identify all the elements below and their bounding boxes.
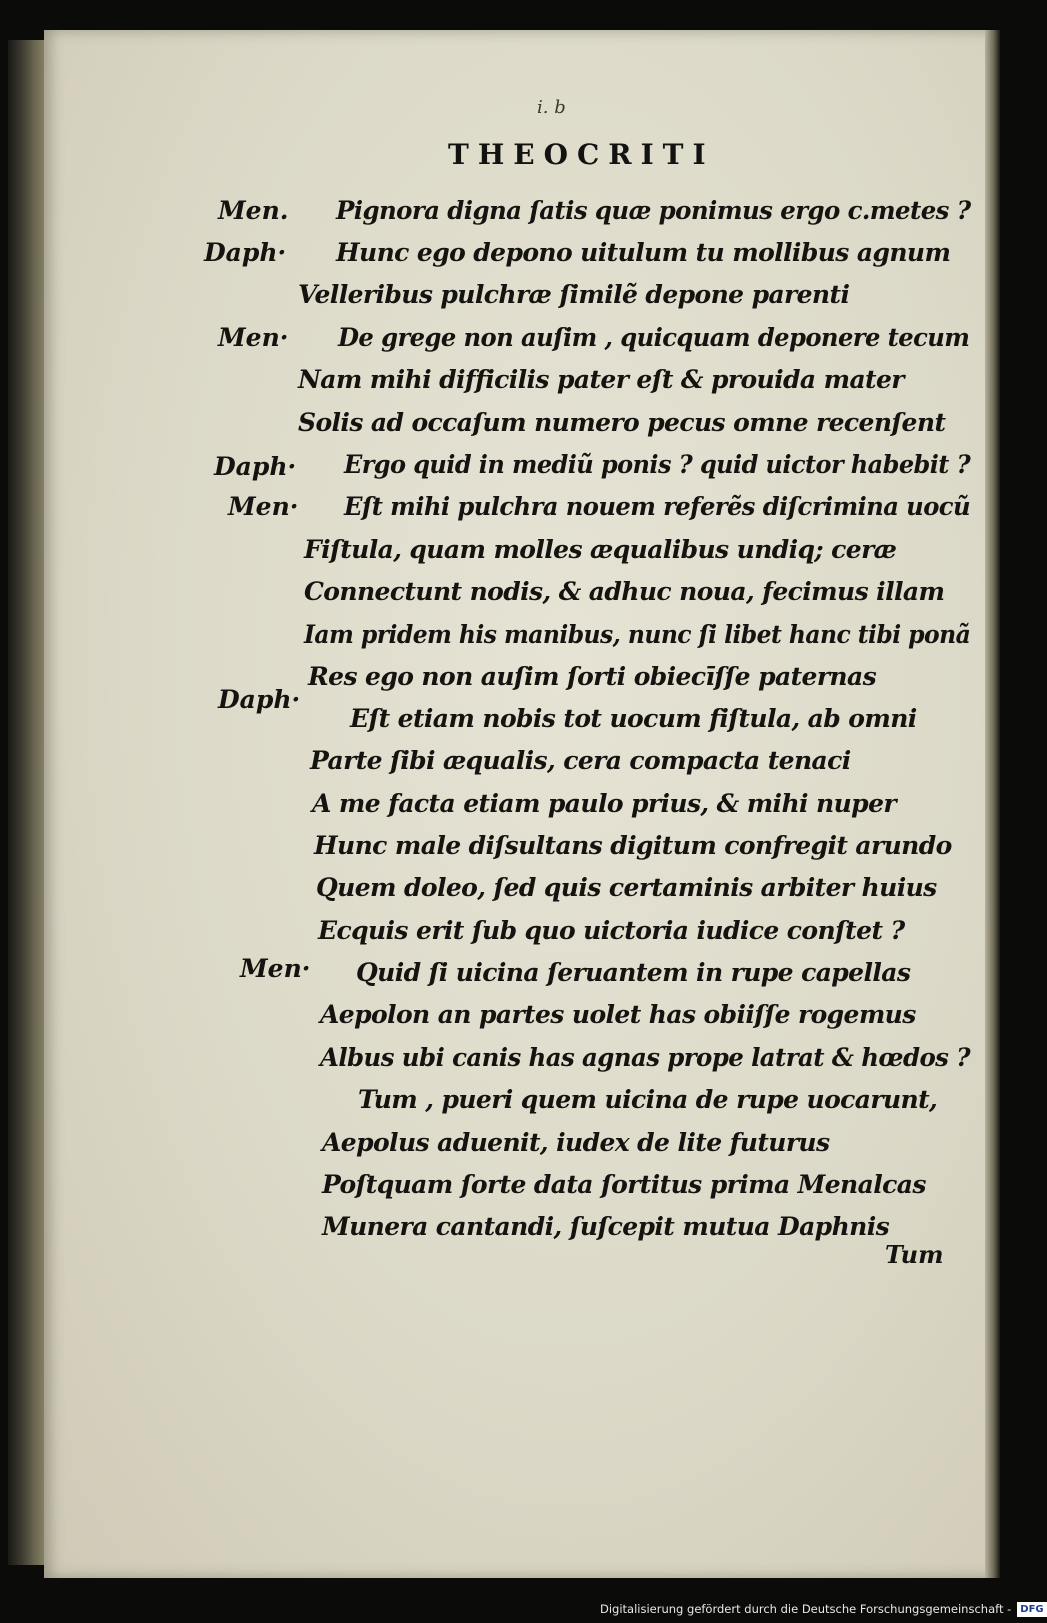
- running-head: THEOCRITI: [448, 138, 715, 171]
- speaker-label: Men·: [218, 323, 289, 352]
- verse-line: Aepolon an partes uolet has obiiſſe rogemus: [320, 1000, 916, 1029]
- verse-line: Munera cantandi, ſuſcepit mutua Daphnis: [322, 1212, 890, 1241]
- verse-line: A me facta etiam paulo prius, & mihi nuper: [312, 789, 896, 818]
- speaker-label: Daph·: [214, 452, 297, 481]
- verse-line: Ecquis erit ſub quo uictoria iudice conſtet ?: [318, 916, 905, 945]
- digitization-credit: [600, 1599, 1044, 1619]
- verse-line: Solis ad occaſum numero pecus omne recenſent: [298, 408, 946, 437]
- verse-line: Hunc male diſsultans digitum confregit arundo: [314, 831, 952, 860]
- book-spine: [8, 40, 46, 1565]
- verse-line: Quem doleo, ſed quis certaminis arbiter huius: [316, 873, 937, 902]
- speaker-label: Men·: [228, 492, 299, 521]
- verse-line: Poſtquam ſorte data ſortitus prima Menalcas: [322, 1170, 926, 1199]
- verse-line: De grege non auſim , quicquam deponere tecum: [338, 323, 970, 352]
- catchword: Tum: [885, 1240, 944, 1269]
- speaker-label: Daph·: [218, 685, 301, 714]
- verse-line: Fiſtula, quam molles æqualibus undiq; ceræ: [304, 535, 897, 564]
- verse-line: Eſt etiam nobis tot uocum fiſtula, ab omni: [350, 704, 917, 733]
- folio-mark: i. b: [537, 97, 566, 118]
- speaker-label: Men.: [218, 196, 289, 225]
- verse-line: Parte ſibi æqualis, cera compacta tenaci: [310, 746, 851, 775]
- speaker-label: Daph·: [204, 238, 287, 267]
- verse-line: Iam pridem his manibus, nunc ſi libet hanc tibi ponã: [304, 620, 971, 649]
- credit-text: Digitalisierung gefördert durch die Deutsche Forschungsgemeinschaft -: [600, 1602, 1012, 1616]
- page-edge-shadow: [985, 30, 1000, 1578]
- verse-line: Ergo quid in mediũ ponis ? quid uictor habebit ?: [344, 450, 971, 479]
- verse-line: Eſt mihi pulchra nouem referẽs diſcrimina uocũ: [344, 492, 970, 521]
- verse-line: Aepolus aduenit, iudex de lite futurus: [322, 1128, 830, 1157]
- verse-line: Albus ubi canis has agnas prope latrat & hœdos ?: [320, 1043, 970, 1072]
- verse-line: Pignora digna ſatis quæ ponimus ergo c.metes ?: [336, 196, 971, 225]
- verse-line: Hunc ego depono uitulum tu mollibus agnum: [336, 238, 951, 267]
- verse-line: Tum , pueri quem uicina de rupe uocarunt,: [358, 1085, 938, 1114]
- verse-line: Velleribus pulchræ ſimilẽ depone parenti: [298, 280, 850, 309]
- verse-line: Nam mihi difficilis pater eſt & prouida mater: [298, 365, 904, 394]
- dfg-logo: DFG: [1017, 1602, 1046, 1617]
- verse-line: Res ego non auſim ſorti obiecīſſe paternas: [308, 662, 877, 691]
- speaker-label: Men·: [240, 954, 311, 983]
- verse-line: Connectunt nodis, & adhuc noua, fecimus illam: [304, 577, 945, 606]
- verse-line: Quid ſi uicina ſeruantem in rupe capellas: [356, 958, 911, 987]
